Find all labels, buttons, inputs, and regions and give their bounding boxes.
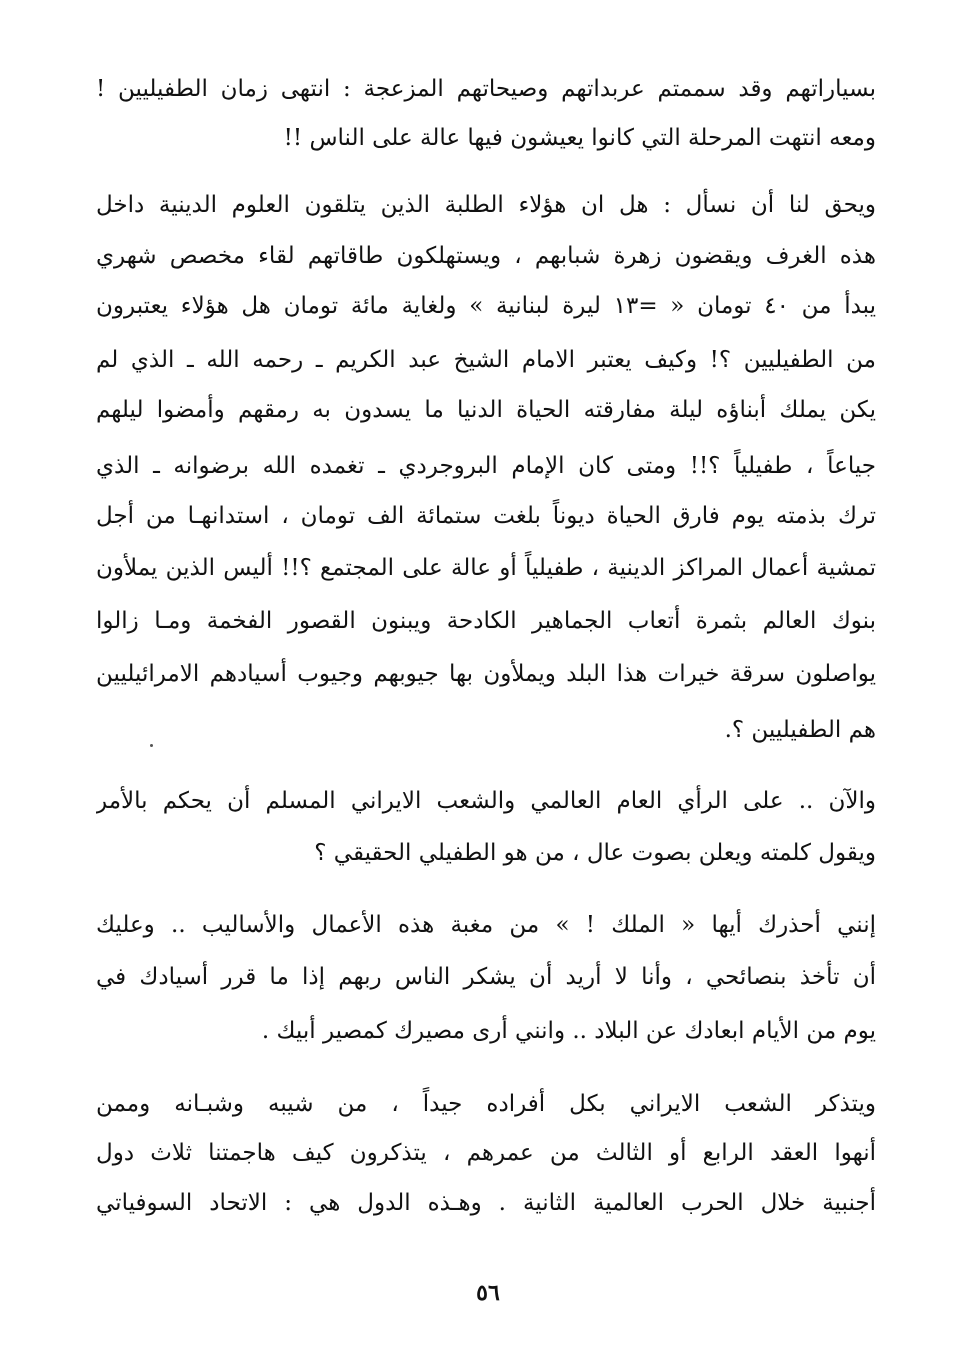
text-line: هذه الغرف ويقضون زهرة شبابهم ، ويستهلكون طاقاتهم لقاء مخصص شهري [96,243,876,269]
text-line: والآن .. على الرأي العام العالمي والشعب الايراني المسلم أن يحكم بالأمر [96,788,876,814]
text-line: ومعه انتهت المرحلة التي كانوا يعيشون فيها عالة على الناس !! [283,125,876,151]
text-line: ويقول كلمته ويعلن بصوت عال ، من هو الطفيلي الحقيقي ؟ [314,840,876,866]
text-line: ترك بذمته يوم فارق الحياة ديوناً بلغت ستمائة الف تومان ، استدانهـا من أجل [96,503,876,529]
text-line: تمشية أعمال المراكز الدينية ، طفيلياً أو عالة على المجتمع ؟!! أليس الذين يملأون [96,555,876,581]
text-line: ويحق لنا أن نسأل : هل ان هؤلاء الطلبة الذين يتلقون العلوم الدينية داخل [96,192,876,218]
text-line: من الطفيليين ؟! وكيف يعتبر الامام الشيخ عبد الكريم ـ رحمه الله ـ الذي لم [96,347,876,373]
text-line: هم الطفيليين ؟. [724,717,876,743]
text-line: إنني أحذرك أيها « الملك ! » من مغبة هذه الأعمال والأساليب .. وعليك [96,912,876,938]
text-line: يبدأ من ٤٠ تومان « =١٣ ليرة لبنانية » ولغاية مائة تومان هل هؤلاء يعتبرون [96,293,876,319]
text-line: بنوك العالم بثمرة أتعاب الجماهير الكادحة ويبنون القصور الفخمة ومـا زالوا [96,608,876,634]
text-line: يوم من الأيام ابعادك عن البلاد .. وانني أرى مصيرك كمصير أبيك . [261,1018,876,1044]
text-line: يواصلون سرقة خيرات هذا البلد ويملأون بها جيوبهم وجيوب أسيادهم الامرائيليين [96,661,876,687]
text-line: أن تأخذ بنصائحي ، وأنا لا أريد أن يشكر الناس ربهم إذا ما قرر أسيادك في [96,964,876,990]
text-line: أجنبية خلال الحرب العالمية الثانية . وهـذه الدول هي : الاتحاد السوفياتي [96,1190,876,1216]
page-number: ٥٦ [476,1280,500,1306]
text-line: بسياراتهم وقد سممتم عربداتهم وصيحاتهم المزعجة : انتهى زمان الطفيليين ! [96,76,876,102]
text-line: يكن يملك أبناؤه ليلة مفارقته الحياة الدنيا ما يسدون به رمقهم وأمضوا ليلهم [96,397,876,423]
text-line: ويتذكر الشعب الايراني بكل أفراده جيداً ، من شيبه وشبـانه وممن [96,1091,876,1117]
ink-speck [150,744,153,747]
text-line: جياعاً ، طفيلياً ؟!! ومتى كان الإمام البروجردي ـ تغمده الله برضوانه ـ الذي [96,453,876,479]
text-line: أنهوا العقد الرابع أو الثالث من عمرهم ، يتذكرون كيف هاجمتنا ثلاث دول [96,1140,876,1166]
